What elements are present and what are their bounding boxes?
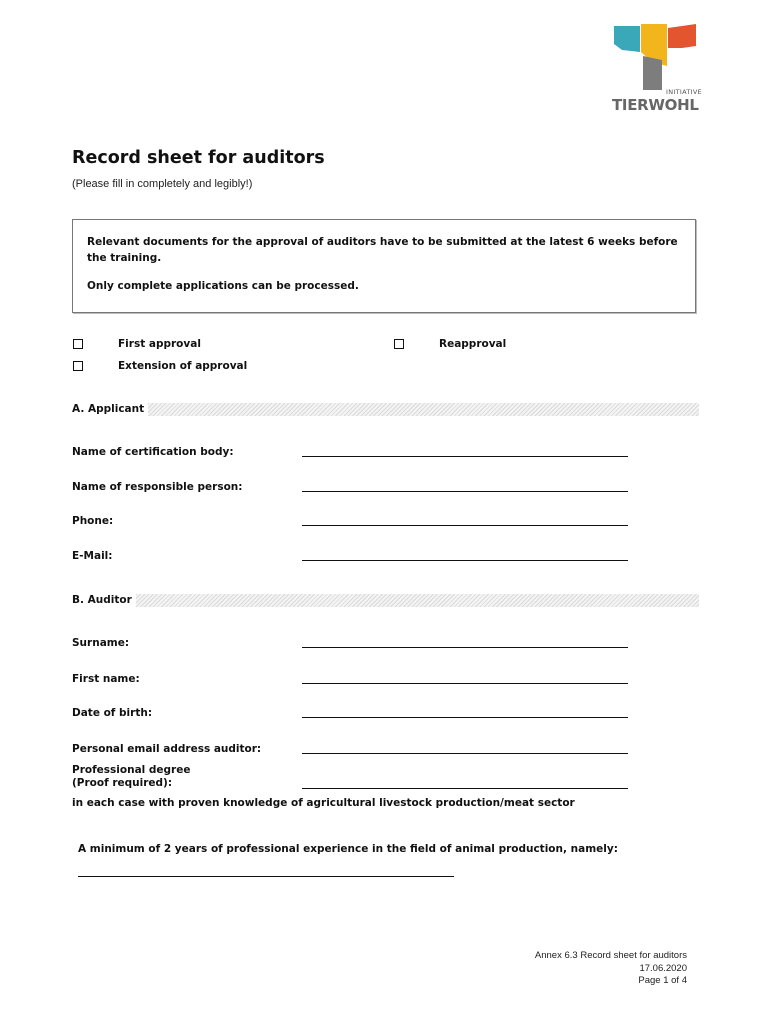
section-a-title: A. Applicant (72, 402, 148, 416)
reapproval-label: Reapproval (439, 338, 507, 350)
surname-label: Surname: (72, 637, 130, 649)
section-a-header (72, 403, 699, 416)
phone-field[interactable] (302, 525, 628, 526)
auditor-email-label: Personal email address auditor: (72, 743, 262, 755)
logo-mark-icon (612, 22, 702, 90)
experience-label: A minimum of 2 years of professional experience in the field of animal production, namely: (78, 843, 618, 855)
page-subtitle: (Please fill in completely and legibly!) (72, 178, 253, 190)
professional-degree-label: Professional degree (Proof required): (72, 764, 191, 789)
phone-label: Phone: (72, 515, 114, 527)
responsible-person-field[interactable] (302, 491, 628, 492)
notice-line-1: Relevant documents for the approval of auditors have to be submitted at the latest 6 weeks before the training. (87, 236, 678, 264)
auditor-email-field[interactable] (302, 753, 628, 754)
first-approval-checkbox[interactable] (73, 339, 83, 349)
responsible-person-label: Name of responsible person: (72, 481, 243, 493)
date-of-birth-field[interactable] (302, 717, 628, 718)
logo-tierwohl-text: TIERWOHL (612, 96, 699, 114)
section-b-title: B. Auditor (72, 593, 136, 607)
footer-date: 17.06.2020 (639, 962, 687, 974)
page-footer (480, 950, 687, 988)
surname-field[interactable] (302, 647, 628, 648)
footer-page-number: Page 1 of 4 (638, 975, 687, 986)
notice-line-2: Only complete applications can be processed. (87, 280, 359, 292)
certification-body-label: Name of certification body: (72, 446, 234, 458)
first-name-field[interactable] (302, 683, 628, 684)
tierwohl-logo (612, 22, 702, 118)
extension-label: Extension of approval (118, 360, 248, 372)
section-b-header (72, 594, 699, 607)
first-name-label: First name: (72, 673, 140, 685)
email-field[interactable] (302, 560, 628, 561)
page-title: Record sheet for auditors (72, 148, 325, 168)
first-approval-label: First approval (118, 338, 201, 350)
extension-checkbox[interactable] (73, 361, 83, 371)
certification-body-field[interactable] (302, 456, 628, 457)
logo-initiative-text: INITIATIVE (666, 88, 702, 96)
email-label: E-Mail: (72, 550, 113, 562)
experience-field[interactable] (78, 876, 454, 877)
date-of-birth-label: Date of birth: (72, 707, 153, 719)
footer-annex: Annex 6.3 Record sheet for auditors (534, 950, 687, 961)
professional-degree-field[interactable] (302, 788, 628, 789)
reapproval-checkbox[interactable] (394, 339, 404, 349)
notice-box (72, 219, 696, 313)
knowledge-note: in each case with proven knowledge of agricultural livestock production/meat sector (72, 797, 575, 809)
